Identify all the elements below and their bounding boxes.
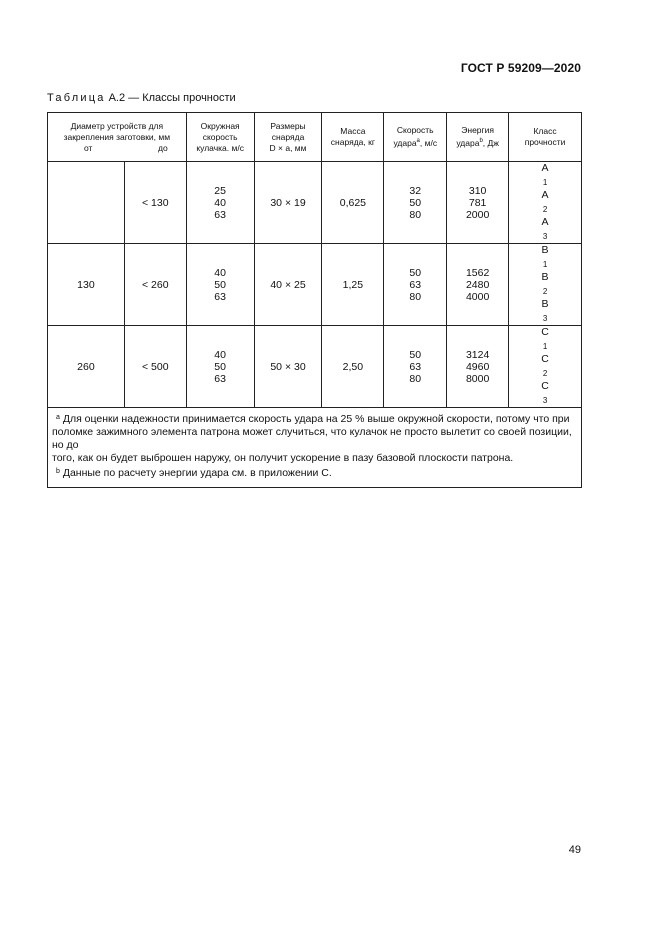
header-energy-line2 xyxy=(447,136,508,149)
energy-value: 8000 xyxy=(465,372,490,385)
class-value xyxy=(509,326,581,353)
cell-energy xyxy=(447,162,509,244)
cell-speeds xyxy=(186,244,254,326)
footnote-b-ref: b xyxy=(479,138,483,145)
footnote-a-text: того, как он будет выброшен наружу, он получит ускорение в пазу базовой плоскости патрона. xyxy=(52,452,514,464)
cell-impact xyxy=(384,326,447,408)
header-energy-pre: удара xyxy=(456,137,480,148)
header-impact-line2 xyxy=(384,136,446,149)
impact-value: 80 xyxy=(409,290,422,303)
energy-value: 3124 xyxy=(465,348,490,361)
impact-value: 80 xyxy=(409,372,422,385)
speed-value: 40 xyxy=(214,266,226,279)
cell-from xyxy=(48,162,125,244)
cell-size: 30 × 19 xyxy=(254,162,322,244)
footnote-a xyxy=(52,411,577,426)
speed-value: 63 xyxy=(214,208,226,221)
document-code: ГОСТ Р 59209—2020 xyxy=(460,61,581,75)
speed-value: 50 xyxy=(214,360,226,373)
class-index: 2 xyxy=(542,205,548,214)
header-class-line: прочности xyxy=(524,137,566,147)
cell-size: 40 × 25 xyxy=(254,244,322,326)
speed-value: 63 xyxy=(214,290,226,303)
cell-classes xyxy=(509,244,582,326)
header-impact-post: , м/с xyxy=(419,137,438,148)
impact-value: 80 xyxy=(409,208,422,221)
header-from-to xyxy=(48,143,186,154)
footnote-a-text: Для оценки надежности принимается скорость удара на 25 % выше окружной скорости, потому что при xyxy=(62,413,570,425)
class-letter: B xyxy=(541,244,549,256)
footnote-a-ref: a xyxy=(416,138,420,145)
table-row xyxy=(48,326,582,408)
header-class-line: Класс xyxy=(533,126,557,136)
header-speed-line: кулачка. м/с xyxy=(196,142,244,153)
cell-classes xyxy=(509,162,582,244)
speed-value: 50 xyxy=(214,278,226,291)
energy-value: 2000 xyxy=(465,208,490,221)
header-size-line: Размеры xyxy=(270,120,306,131)
cell-speeds xyxy=(186,326,254,408)
caption-text: А.2 — Классы прочности xyxy=(108,92,236,104)
cell-impact xyxy=(384,162,447,244)
header-mass-line: Масса xyxy=(340,126,366,136)
footnote-b-text: Данные по расчету энергии удара см. в приложении С. xyxy=(62,467,332,479)
class-index: 1 xyxy=(542,178,548,187)
class-value xyxy=(509,298,581,325)
energy-value: 4000 xyxy=(465,290,490,303)
header-speed-line: скорость xyxy=(202,131,238,142)
cell-impact xyxy=(384,244,447,326)
class-letter: B xyxy=(541,271,549,283)
class-value xyxy=(509,216,581,243)
class-letter: A xyxy=(541,216,549,228)
footnote-b xyxy=(52,465,577,480)
class-value xyxy=(509,353,581,380)
header-speed xyxy=(186,113,254,162)
class-value xyxy=(509,244,581,271)
class-letter: A xyxy=(541,162,549,174)
strength-classes-table xyxy=(47,112,582,488)
cell-size: 50 × 30 xyxy=(254,326,322,408)
header-size-line: D × a, мм xyxy=(269,142,307,153)
cell-classes xyxy=(509,326,582,408)
cell-energy xyxy=(447,244,509,326)
speed-value: 40 xyxy=(214,196,226,209)
class-index: 3 xyxy=(542,396,548,405)
header-diameter-line1: Диаметр устройств для xyxy=(70,120,164,131)
cell-energy xyxy=(447,326,509,408)
table-caption xyxy=(47,92,236,104)
speed-value: 25 xyxy=(214,184,226,197)
class-value xyxy=(509,271,581,298)
class-value xyxy=(509,162,581,189)
caption-prefix: Таблица xyxy=(47,92,106,104)
impact-value: 63 xyxy=(409,278,422,291)
table-row xyxy=(48,244,582,326)
header-impact-line1: Скорость xyxy=(396,125,434,136)
impact-value: 50 xyxy=(409,196,422,209)
energy-value: 781 xyxy=(468,196,487,209)
class-value xyxy=(509,189,581,216)
header-from: от xyxy=(84,142,93,153)
table-header-row xyxy=(48,113,582,162)
cell-to: < 130 xyxy=(124,162,186,244)
table-row xyxy=(48,162,582,244)
class-index: 1 xyxy=(542,342,548,351)
speed-value: 40 xyxy=(214,348,226,361)
cell-mass: 0,625 xyxy=(322,162,384,244)
header-energy xyxy=(447,113,509,162)
footnote-b-mark: b xyxy=(56,468,60,475)
header-energy-post: , Дж xyxy=(482,137,499,148)
class-value xyxy=(509,380,581,407)
footnote-a-text: поломке зажимного элемента патрона может случиться, что кулачок не просто вылетит со своей позиции, но до xyxy=(52,426,572,451)
energy-value: 1562 xyxy=(465,266,490,279)
impact-value: 32 xyxy=(409,184,422,197)
table-notes-row xyxy=(48,408,582,488)
class-letter: C xyxy=(541,353,549,365)
header-size-line: снаряда xyxy=(271,131,305,142)
table-notes xyxy=(48,408,582,488)
header-impact-pre: удара xyxy=(393,137,417,148)
cell-from: 130 xyxy=(48,244,125,326)
class-letter: C xyxy=(541,380,549,392)
header-size xyxy=(254,113,322,162)
impact-value: 63 xyxy=(409,360,422,373)
speed-value: 63 xyxy=(214,372,226,385)
header-diameter xyxy=(48,113,187,162)
impact-value: 50 xyxy=(409,348,422,361)
class-index: 3 xyxy=(542,314,548,323)
class-index: 3 xyxy=(542,232,548,241)
header-speed-line: Окружная xyxy=(200,120,240,131)
class-index: 1 xyxy=(542,260,548,269)
class-letter: A xyxy=(541,189,549,201)
footnote-a-mark: a xyxy=(56,414,60,421)
page-number: 49 xyxy=(568,844,581,856)
cell-to: < 500 xyxy=(124,326,186,408)
cell-to: < 260 xyxy=(124,244,186,326)
energy-value: 2480 xyxy=(465,278,490,291)
class-index: 2 xyxy=(542,287,548,296)
energy-value: 4960 xyxy=(465,360,490,373)
header-mass xyxy=(322,113,384,162)
cell-from: 260 xyxy=(48,326,125,408)
header-diameter-line2: закрепления заготовки, мм xyxy=(63,131,171,142)
energy-value: 310 xyxy=(468,184,487,197)
header-impact-speed xyxy=(384,113,447,162)
class-letter: B xyxy=(541,298,549,310)
header-energy-line1: Энергия xyxy=(461,125,494,136)
cell-mass: 2,50 xyxy=(322,326,384,408)
header-class xyxy=(509,113,582,162)
cell-mass: 1,25 xyxy=(322,244,384,326)
header-mass-line: снаряда, кг xyxy=(330,137,375,147)
class-letter: C xyxy=(541,326,549,338)
impact-value: 50 xyxy=(409,266,422,279)
cell-speeds xyxy=(186,162,254,244)
class-index: 2 xyxy=(542,369,548,378)
header-to: до xyxy=(158,142,168,153)
